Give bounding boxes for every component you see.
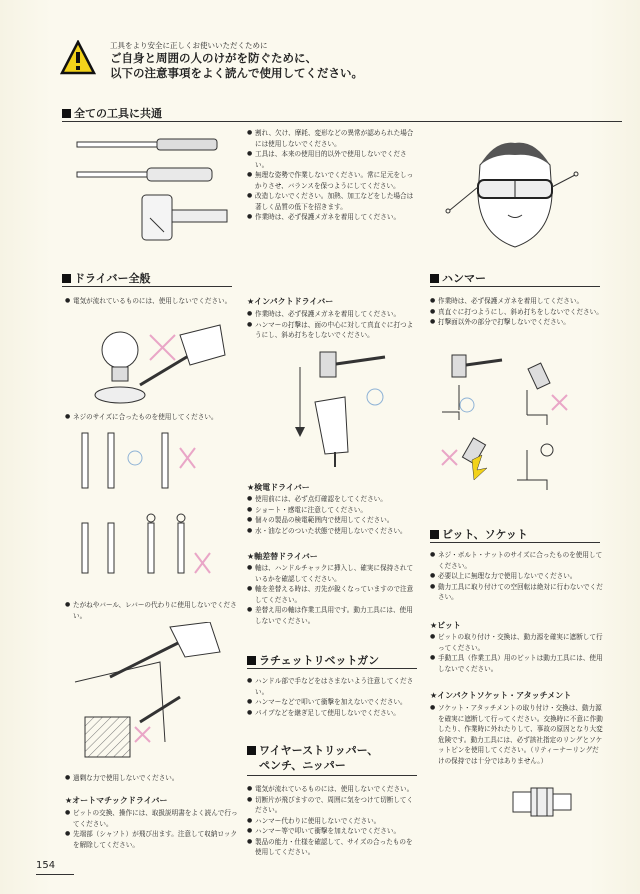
bit-list — [430, 632, 605, 674]
section-hammer-title: ハンマー — [430, 270, 600, 286]
divider — [247, 668, 417, 669]
list-item: ● 作業時は、必ず保護メガネを着用してください。 — [247, 212, 417, 223]
driver-item-3 — [65, 600, 245, 621]
section-square-icon — [247, 656, 256, 665]
list-item: ● 改造しないでください。加熱、加工などをした場合は著しく品質の低下を招きます。 — [247, 191, 417, 212]
list-item: ● 先端部（シャフト）が飛び出ます。注意して収納ロックを解除してください。 — [65, 829, 240, 850]
bit-socket-list — [430, 550, 605, 603]
list-item: ● ネジ・ボルト・ナットのサイズに合ったものを使用してください。 — [430, 550, 605, 571]
section-common-title: 全ての工具に共通 — [62, 105, 622, 121]
warning-subtitle: 工具をより安全に正しくお使いいただくために — [110, 41, 268, 50]
list-item: ● ネジのサイズに合ったものを使用してください。 — [65, 412, 245, 423]
section-square-icon — [62, 109, 71, 118]
rivet-list — [247, 676, 417, 718]
list-item: ● 個々の製品の検電範囲内で使用してください。 — [247, 515, 417, 526]
list-item: ● 電気が流れているものには、使用しないでください。 — [65, 296, 245, 307]
list-item: ● ハンマー等で叩いて衝撃を加えないでください。 — [247, 826, 417, 837]
impact-driver-list — [247, 309, 417, 341]
impact-driver-title: ★インパクトドライバー — [247, 297, 334, 306]
divider — [62, 286, 232, 287]
bulb-shock-illustration — [80, 315, 230, 410]
screw-size-illustration — [70, 428, 235, 598]
list-item: ● 作業時は、必ず保護メガネを着用してください。 — [430, 296, 605, 307]
socket-attachment-illustration — [508, 782, 578, 822]
list-item: ● ビットの交換、操作には、取扱説明書をよく読んで行ってください。 — [65, 808, 240, 829]
voltage-driver-title: ★検電ドライバー — [247, 483, 310, 492]
list-item: ● ハンマーの打撃は、面の中心に対して真直ぐに打つようにし、斜め打ちをしないでください。 — [247, 320, 417, 341]
list-item: ● ビットの取り付け・交換は、動力源を確実に遮断して行ってください。 — [430, 632, 605, 653]
list-item: ● たがねやバール、レバーの代わりに使用しないでください。 — [65, 600, 245, 621]
auto-driver-title: ★オートマチックドライバー — [65, 796, 168, 805]
bit-title: ★ビット — [430, 621, 461, 630]
list-item: ● ハンマー代わりに使用しないでください。 — [247, 816, 417, 827]
list-item: ● パイプなどを継ぎ足して使用しないでください。 — [247, 708, 417, 719]
list-item: ● 軸を差替える時は、刃先が銳くなっていますので注意してください。 — [247, 584, 417, 605]
list-item: ● 水・油などのついた状態で使用しないでください。 — [247, 526, 417, 537]
face-with-goggles-illustration — [440, 125, 590, 255]
driver-item-1 — [65, 296, 245, 307]
list-item: ● ハンドル部で手などをはさまないよう注意してください。 — [247, 676, 417, 697]
list-item: ● 工具は、本来の使用目的以外で使用しないでください。 — [247, 149, 417, 170]
screwdriver-illustration — [72, 130, 232, 260]
hammer-strike-illustration — [432, 340, 592, 500]
list-item: ● 切断片が飛びますので、周囲に気をつけて切断してください。 — [247, 795, 417, 816]
list-item: ● ショート・感電に注意してください。 — [247, 505, 417, 516]
driver-item-2 — [65, 412, 245, 423]
page-number: 154 — [36, 860, 56, 871]
driver-item-4 — [65, 773, 245, 784]
section-square-icon — [62, 274, 71, 283]
shaft-driver-title: ★軸差替ドライバー — [247, 552, 318, 561]
common-list — [247, 128, 417, 223]
section-wire-title-line-2: ペンチ、ニッパー — [259, 759, 346, 772]
section-wire-title-line-1: ワイヤーストリッパー、 — [247, 742, 417, 758]
wire-list — [247, 784, 417, 858]
list-item: ● 使用前には、必ず点灯確認をしてください。 — [247, 494, 417, 505]
section-square-icon — [247, 746, 256, 755]
list-item: ● 打撃面以外の部分で打撃しないでください。 — [430, 317, 605, 328]
lever-misuse-illustration — [70, 622, 235, 762]
warning-icon — [60, 40, 96, 76]
list-item: ● 無理な姿勢で作業しないでください。常に足元をしっかりさせ、バランスを保つようにしてください。 — [247, 170, 417, 191]
list-item: ● 製品の能力・仕様を確認して、サイズの合ったものを使用してください。 — [247, 837, 417, 858]
list-item: ● 作業時は、必ず保護メガネを着用してください。 — [247, 309, 417, 320]
auto-driver-list — [65, 808, 240, 850]
warning-line-2: 以下の注意事項をよく読んで使用してください。 — [110, 66, 363, 80]
list-item: ● 電気が流れているものには、使用しないでください。 — [247, 784, 417, 795]
list-item: ● 過剰な力で使用しないでください。 — [65, 773, 245, 784]
shaft-driver-list — [247, 563, 417, 626]
section-bit-socket-title: ビット、ソケット — [430, 526, 600, 542]
list-item: ● ハンマーなどで叩いて衝撃を加えないでください。 — [247, 697, 417, 708]
section-driver-title: ドライバー全般 — [62, 270, 232, 286]
page-number-underline — [36, 874, 74, 875]
impact-driver-illustration — [280, 342, 420, 472]
section-rivet-title: ラチェットリベットガン — [247, 652, 417, 668]
hammer-list — [430, 296, 605, 328]
list-item: ● 必要以上に無理な力で使用しないでください。 — [430, 571, 605, 582]
impact-socket-title: ★インパクトソケット・アタッチメント — [430, 691, 572, 700]
impact-socket-list — [430, 703, 605, 766]
list-item: ● ソケット・アタッチメントの取り付け・交換は、動力源を確実に遮断して行ってください。交換時に不意に作動したり、作業時に外れたりして、事故の原因となり大変危険です。動力工具には、必ず該社指定のリングとソケットピンを使用してください。（リティーナーリングだけの保持では十分ではありません。） — [430, 703, 605, 766]
voltage-driver-list — [247, 494, 417, 536]
divider — [62, 121, 622, 122]
divider — [247, 775, 417, 776]
list-item: ● 割れ、欠け、摩耗、変形などの異常が認められた場合には使用しないでください。 — [247, 128, 417, 149]
list-item: ● 真直ぐに打つようにし、斜め打ちをしないでください。 — [430, 307, 605, 318]
list-item: ● 動力工具に取り付けての空回転は絶対に行わないでください。 — [430, 582, 605, 603]
list-item: ● 軸は、ハンドルチャックに挿入し、確実に保持されているかを確認してください。 — [247, 563, 417, 584]
divider — [430, 542, 600, 543]
section-square-icon — [430, 274, 439, 283]
list-item: ● 手動工具（作業工具）用のビットは動力工具には、使用しないでください。 — [430, 653, 605, 674]
list-item: ● 差替え用の軸は作業工具用です。動力工具には、使用しないでください。 — [247, 605, 417, 626]
section-square-icon — [430, 530, 439, 539]
warning-line-1: ご自身と周囲の人のけがを防ぐために、 — [110, 51, 317, 65]
divider — [430, 286, 600, 287]
